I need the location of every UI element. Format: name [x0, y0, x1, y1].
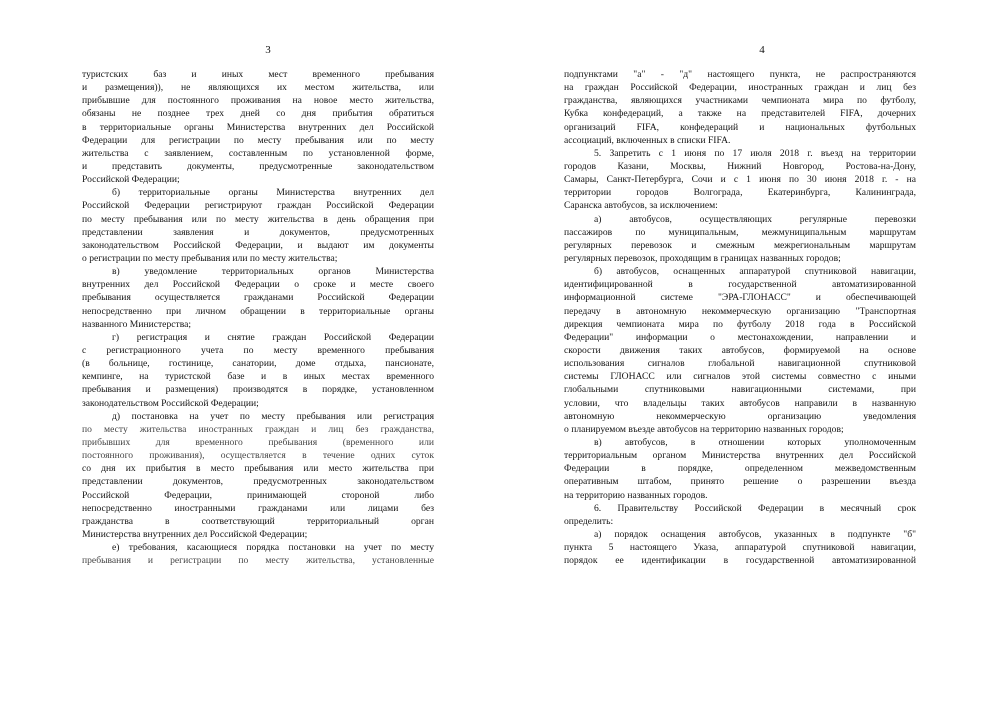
text-line: автономную некоммерческую организацию уведомления — [564, 410, 916, 422]
text-line: постоянного проживания), осуществляется в течение одних суток — [82, 450, 434, 462]
text-line: Российской Федерации, принимающей стороной либо — [82, 489, 434, 501]
text-line: гражданства в соответствующий территориальный орган — [82, 515, 434, 527]
text-line: Кубка конфедераций, а также на представителей FIFA, дочерних — [564, 108, 916, 120]
text-line: использования сигналов глобальной навигационной спутниковой — [564, 358, 916, 370]
text-line: гражданства, являющихся участниками чемпионата мира по футболу, — [564, 95, 916, 107]
text-line: Федерации для регистрации по месту пребывания или по месту — [82, 134, 434, 146]
text-line: а) автобусов, осуществляющих регулярные перевозки — [594, 213, 916, 225]
text-line: внутренних дел Российской Федерации о сроке и месте своего — [82, 279, 434, 291]
text-line: порядок ее идентификации в государственной автоматизированной — [564, 555, 916, 567]
text-line: в) автобусов, в отношении которых уполномоченным — [594, 436, 916, 448]
text-line: подпунктами "а" - "д" настоящего пункта, не распространяются — [564, 69, 916, 80]
text-line: д) постановка на учет по месту пребывания или регистрация — [112, 410, 434, 422]
text-line: территориальным органом Министерства внутренних дел Российской — [564, 450, 916, 462]
text-line: туристских баз и иных мест временного пребывания — [82, 69, 434, 80]
text-line: пребывания и регистрации по месту жительства, установленные — [82, 555, 434, 567]
text-line: Министерства внутренних дел Российской Федерации; — [82, 528, 308, 540]
text-line: б) автобусов, оснащенных аппаратурой спутниковой навигации, — [594, 266, 916, 278]
left-text-column — [82, 68, 434, 567]
text-line: жительства с заявлением, составленным по установленной форме, — [82, 147, 434, 159]
text-line: Федерации в порядке, определенном межведомственным — [564, 463, 916, 475]
text-line: и представить документы, предусмотренные законодательством — [82, 160, 434, 172]
text-line: названного Министерства; — [82, 318, 192, 330]
text-line: а) порядок оснащения автобусов, указанных в подпункте "б" — [594, 528, 916, 540]
text-line: Федерации" информации о местонахождении, направлении и — [564, 331, 916, 343]
text-line: представлении заявления и документов, предусмотренных — [82, 226, 434, 238]
text-line: законодательством Российской Федерации; — [82, 397, 259, 409]
text-line: на граждан Российской Федерации, иностранных граждан и лиц без — [564, 82, 916, 94]
text-line: регулярных перевозок и смежным межрегиональным маршрутам — [564, 239, 916, 251]
text-line: непосредственно при личном обращении в территориальные органы — [82, 305, 434, 317]
text-line: пункта 5 настоящего Указа, аппаратурой спутниковой навигации, — [564, 542, 916, 554]
right-page — [500, 0, 1000, 708]
text-line: законодательством Российской Федерации, и выдают им документы — [82, 239, 434, 251]
text-line: ассоциаций, включенных в списки FIFA. — [564, 134, 731, 146]
page-number: 4 — [759, 44, 765, 56]
text-line: информационной системе "ЭРА-ГЛОНАСС" и обеспечивающей — [564, 292, 916, 304]
text-line: по месту пребывания или по месту жительства в день обращения при — [82, 213, 434, 225]
text-line: системы ГЛОНАСС или сигналов этой системы совместно с иными — [564, 371, 916, 383]
text-line: со дня их прибытия в место пребывания или место жительства при — [82, 463, 434, 475]
text-line: о планируемом въезде автобусов на территорию названных городов; — [564, 423, 844, 435]
text-line: передачу в автономную некоммерческую организацию "Транспортная — [564, 305, 916, 317]
text-line: о регистрации по месту пребывания или по месту жительства; — [82, 252, 338, 264]
text-line: организаций FIFA, конфедераций и национальных футбольных — [564, 121, 916, 133]
text-line: 6. Правительству Российской Федерации в месячный срок — [594, 502, 916, 514]
text-line: обязаны не позднее трех дней со дня прибытия обратиться — [82, 108, 434, 120]
text-line: глобальными спутниковыми навигационными системами, при — [564, 384, 916, 396]
text-line: непосредственно иностранными гражданами или лицами без — [82, 502, 434, 514]
text-line: пассажиров по муниципальным, межмуниципальным маршрутам — [564, 226, 916, 238]
text-line: б) территориальные органы Министерства внутренних дел — [112, 187, 434, 199]
text-line: кемпинге, на туристской базе и в иных местах временного — [82, 371, 434, 383]
text-line: и размещения)), не являющихся их местом жительства, или — [82, 82, 434, 94]
text-line: в территориальные органы Министерства внутренних дел Российской — [82, 121, 434, 133]
text-line: 5. Запретить с 1 июня по 17 июля 2018 г. въезд на территории — [594, 147, 916, 159]
text-line: регулярных перевозок, проходящим в границах названных городов; — [564, 252, 841, 264]
text-line: г) регистрация и снятие граждан Российской Федерации — [112, 331, 434, 343]
text-line: Российской Федерации регистрируют граждан Российской Федерации — [82, 200, 434, 212]
text-line: прибывших для временного пребывания (временного или — [82, 436, 434, 448]
text-line: условии, что владельцы таких автобусов направили в названную — [564, 397, 916, 409]
page-number: 3 — [265, 44, 271, 56]
text-line: Саранска автобусов, за исключением: — [564, 200, 718, 212]
text-line: скорости движения таких автобусов, формируемой на основе — [564, 344, 916, 356]
text-line: городов Казани, Москвы, Нижний Новгород, Ростова-на-Дону, — [564, 160, 916, 172]
text-line: территории городов Волгограда, Екатеринбурга, Калининграда, — [564, 187, 916, 199]
text-line: определить: — [564, 515, 614, 527]
text-line: с регистрационного учета по месту временного пребывания — [82, 344, 434, 356]
text-line: идентифицированной в государственной автоматизированной — [564, 279, 916, 291]
text-line: дирекция чемпионата мира по футболу 2018 года в Российской — [564, 318, 916, 330]
text-line: (в больнице, гостинице, санатории, доме отдыха, пансионате, — [82, 358, 434, 370]
text-line: Российской Федерации; — [82, 174, 180, 186]
text-line: представлении документов, предусмотренных законодательством — [82, 476, 434, 488]
text-line: на территорию названных городов. — [564, 489, 708, 501]
text-line: пребывания и размещения) производятся в порядке, установленном — [82, 384, 434, 396]
text-line: в) уведомление территориальных органов Министерства — [112, 266, 434, 278]
text-line: пребывания осуществляется гражданами Российской Федерации — [82, 292, 434, 304]
text-line: по месту жительства иностранных граждан и лиц без гражданства, — [82, 423, 434, 435]
text-line: е) требования, касающиеся порядка постановки на учет по месту — [112, 542, 434, 554]
right-text-column — [564, 68, 916, 567]
text-line: оперативным штабом, принято решение о разрешении въезда — [564, 476, 916, 488]
text-line: Самары, Санкт-Петербурга, Сочи и с 1 июня по 30 июня 2018 г. - на — [564, 174, 916, 186]
text-line: прибывшие для постоянного проживания на новое место жительства, — [82, 95, 434, 107]
